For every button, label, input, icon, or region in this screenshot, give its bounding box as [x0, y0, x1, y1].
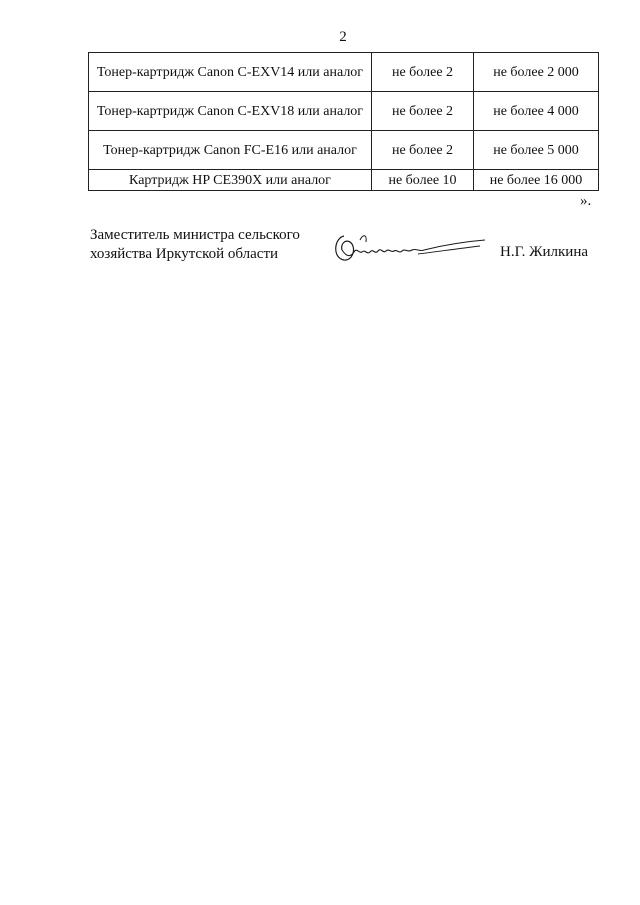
item-quantity-cell: не более 2: [372, 53, 474, 92]
signatory-position-line2: хозяйства Иркутской области: [90, 246, 279, 262]
table-row: [89, 53, 599, 92]
page-number: 2: [339, 29, 347, 45]
table-row: [89, 92, 599, 131]
table-row: [89, 131, 599, 170]
signatory-position: [90, 226, 300, 264]
item-price-cell: не более 16 000: [474, 170, 599, 191]
item-name-cell: Тонер-картридж Canon FC-E16 или аналог: [89, 131, 372, 170]
item-quantity-cell: не более 2: [372, 92, 474, 131]
item-quantity-cell: не более 10: [372, 170, 474, 191]
cartridge-table: [88, 52, 599, 191]
signer-name: Н.Г. Жилкина: [500, 244, 589, 260]
item-price-cell: не более 4 000: [474, 92, 599, 131]
item-price-cell: не более 5 000: [474, 131, 599, 170]
item-quantity-cell: не более 2: [372, 131, 474, 170]
signatory-position-line1: Заместитель министра сельского: [90, 227, 300, 243]
item-name-cell: Тонер-картридж Canon C-EXV18 или аналог: [89, 92, 372, 131]
table-row: [89, 170, 599, 191]
item-name-cell: Тонер-картридж Canon C-EXV14 или аналог: [89, 53, 372, 92]
item-name-cell: Картридж HP CE390X или аналог: [89, 170, 372, 191]
closing-quote: ».: [580, 193, 592, 209]
handwritten-signature: [330, 222, 490, 272]
item-price-cell: не более 2 000: [474, 53, 599, 92]
